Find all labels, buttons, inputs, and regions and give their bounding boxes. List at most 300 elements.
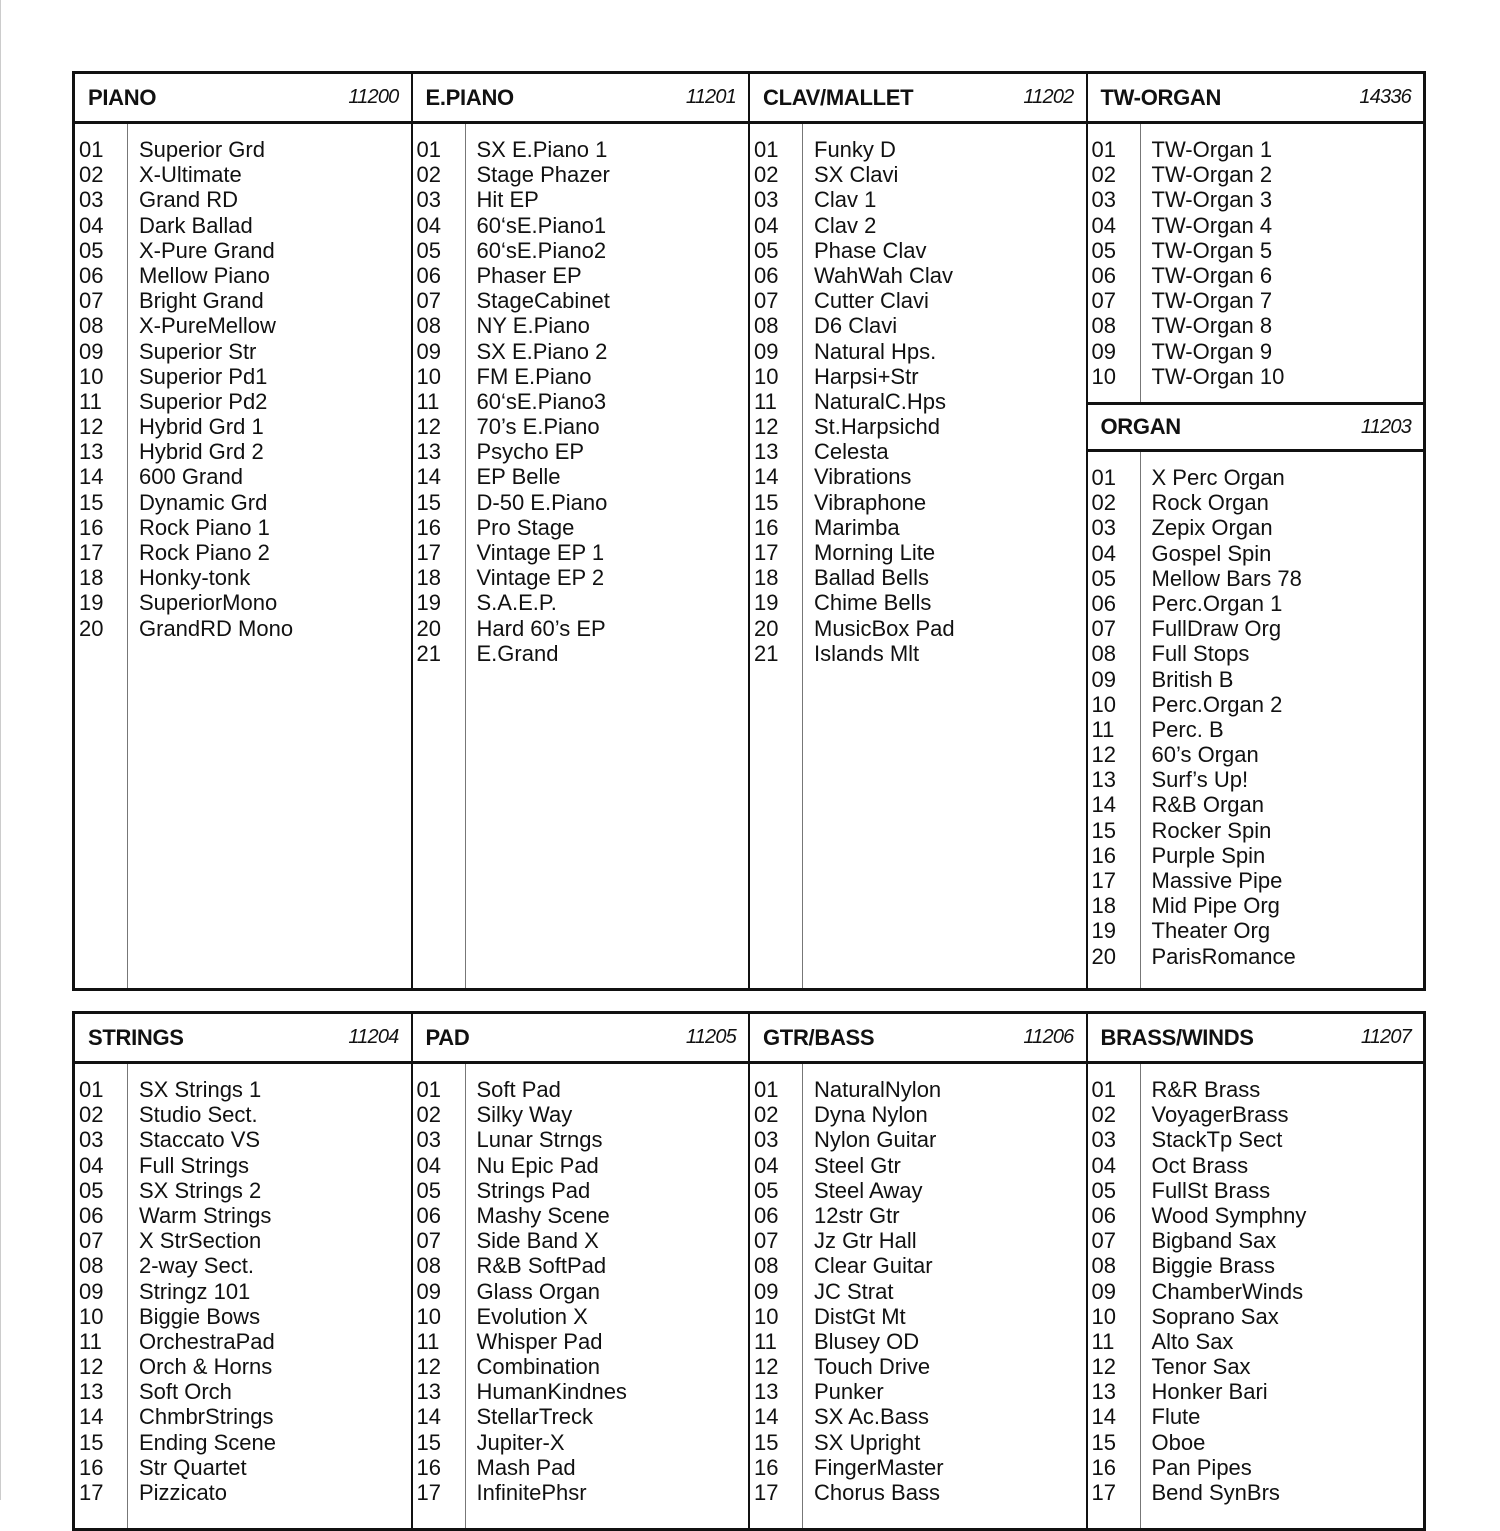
section-title: STRINGS: [88, 1024, 184, 1050]
item-name: R&B Organ: [1151, 792, 1264, 818]
item-number: 05: [1091, 1177, 1116, 1203]
item-number: 16: [754, 1454, 779, 1480]
list-item: [750, 389, 1086, 414]
item-number: 07: [754, 288, 779, 314]
category-column: [411, 1014, 749, 1528]
tone-table-top: [72, 71, 1426, 991]
item-number: 01: [1091, 1077, 1116, 1102]
list-item: [750, 1379, 1086, 1404]
item-name: TW-Organ 6: [1151, 262, 1273, 288]
item-name: Dyna Nylon: [814, 1102, 928, 1128]
list-item: [75, 1127, 411, 1152]
item-name: Punker: [814, 1379, 884, 1405]
list-item: [1088, 1455, 1424, 1480]
list-item: [750, 137, 1086, 162]
item-number: 13: [754, 1379, 779, 1405]
item-name: Flute: [1151, 1404, 1201, 1430]
item-name: Honker Bari: [1151, 1379, 1268, 1405]
item-name: D6 Clavi: [814, 313, 898, 339]
item-number: 14: [79, 1404, 104, 1430]
item-number: 09: [1091, 1278, 1116, 1304]
section-header-organ: [1088, 402, 1424, 452]
section-list-tw-organ: [1088, 124, 1424, 402]
item-name: Biggie Bows: [139, 1303, 261, 1329]
list-item: [413, 515, 749, 540]
list-item: [750, 1102, 1086, 1127]
list-item: [75, 1253, 411, 1278]
item-number: 06: [79, 262, 104, 288]
item-number: 13: [416, 1379, 441, 1405]
item-name: Pan Pipes: [1151, 1454, 1252, 1480]
section-number: 11207: [1360, 1026, 1411, 1048]
section-title: CLAV/MALLET: [763, 84, 914, 110]
item-name: TW-Organ 4: [1151, 212, 1273, 238]
item-name: Mellow Piano: [139, 262, 270, 288]
item-number: 03: [754, 1127, 779, 1153]
item-name: X StrSection: [139, 1228, 262, 1254]
list-item: [413, 1329, 749, 1354]
list-item: [1088, 717, 1424, 742]
item-number: 16: [1091, 842, 1116, 868]
item-number: 02: [754, 162, 779, 188]
item-name: SX Strings 1: [139, 1077, 262, 1102]
list-item: [75, 1279, 411, 1304]
item-name: TW-Organ 9: [1151, 338, 1273, 364]
item-number: 07: [79, 1228, 104, 1254]
category-column: [75, 74, 411, 988]
list-item: [75, 288, 411, 313]
section-number: 11201: [685, 86, 736, 108]
item-name: Superior Pd1: [139, 363, 268, 389]
list-item: [750, 616, 1086, 641]
item-number: 02: [1091, 1102, 1116, 1128]
list-item: [413, 641, 749, 666]
item-number: 19: [1091, 918, 1116, 944]
list-item: [1088, 566, 1424, 591]
item-number: 07: [754, 1228, 779, 1254]
item-number: 18: [754, 565, 779, 591]
list-item: [75, 1379, 411, 1404]
item-number: 01: [754, 1077, 779, 1102]
item-name: NaturalNylon: [814, 1077, 942, 1102]
item-name: FullDraw Org: [1151, 616, 1282, 642]
item-number: 03: [416, 1127, 441, 1153]
section-header-strings: [75, 1014, 411, 1064]
list-item: [750, 1455, 1086, 1480]
list-item: [75, 565, 411, 590]
item-name: Clear Guitar: [814, 1253, 933, 1279]
item-name: R&R Brass: [1151, 1077, 1261, 1102]
item-name: TW-Organ 1: [1151, 137, 1273, 162]
item-name: Phaser EP: [476, 262, 582, 288]
item-name: Stringz 101: [139, 1278, 251, 1304]
item-name: Hard 60’s EP: [476, 615, 606, 641]
list-item: [75, 490, 411, 515]
item-name: Hybrid Grd 1: [139, 414, 264, 440]
item-name: Nu Epic Pad: [476, 1152, 599, 1178]
list-item: [1088, 1102, 1424, 1127]
item-number: 11: [416, 388, 440, 414]
list-item: [413, 464, 749, 489]
item-number: 05: [754, 1177, 779, 1203]
list-item: [1088, 339, 1424, 364]
list-item: [750, 1404, 1086, 1429]
list-item: [413, 1253, 749, 1278]
item-name: Rock Organ: [1151, 490, 1269, 516]
item-number: 14: [416, 464, 441, 490]
item-name: Soprano Sax: [1151, 1303, 1279, 1329]
item-name: Ballad Bells: [814, 565, 929, 591]
list-item: [1088, 742, 1424, 767]
list-item: [1088, 1279, 1424, 1304]
item-number: 16: [754, 514, 779, 540]
item-name: Bright Grand: [139, 288, 264, 314]
item-name: TW-Organ 3: [1151, 187, 1273, 213]
list-item: [413, 1077, 749, 1102]
section-number: 11206: [1023, 1026, 1074, 1048]
list-item: [75, 1430, 411, 1455]
list-item: [413, 1480, 749, 1505]
list-item: [1088, 792, 1424, 817]
item-number: 13: [1091, 1379, 1116, 1405]
item-number: 17: [416, 540, 441, 565]
item-name: VoyagerBrass: [1151, 1102, 1289, 1128]
item-number: 06: [754, 262, 779, 288]
list-item: [75, 1455, 411, 1480]
list-item: [413, 490, 749, 515]
item-number: 02: [79, 162, 104, 188]
item-name: Wood Symphny: [1151, 1202, 1307, 1228]
item-name: S.A.E.P.: [476, 590, 557, 616]
item-number: 11: [754, 1328, 777, 1354]
item-name: Morning Lite: [814, 540, 936, 565]
item-name: Orch & Horns: [139, 1354, 273, 1380]
item-number: 01: [416, 1077, 441, 1102]
item-number: 04: [79, 212, 104, 238]
list-item: [750, 1203, 1086, 1228]
item-name: Rock Piano 2: [139, 540, 270, 565]
section-header-tw-organ: [1088, 74, 1424, 124]
item-name: Celesta: [814, 439, 889, 465]
item-number: 20: [79, 615, 104, 641]
list-item: [75, 238, 411, 263]
section-header-piano: [75, 74, 411, 124]
item-name: Evolution X: [476, 1303, 588, 1329]
item-number: 17: [754, 540, 779, 565]
item-name: Cutter Clavi: [814, 288, 929, 314]
item-number: 11: [754, 388, 777, 414]
list-item: [75, 213, 411, 238]
section-list-gtr-bass: [750, 1064, 1086, 1528]
list-item: [413, 1279, 749, 1304]
list-item: [750, 641, 1086, 666]
list-item: [1088, 767, 1424, 792]
list-item: [413, 1178, 749, 1203]
section-list-organ: [1088, 452, 1424, 988]
item-number: 14: [79, 464, 104, 490]
section-number: 11200: [348, 86, 399, 108]
item-number: 11: [79, 1328, 102, 1354]
item-number: 14: [416, 1404, 441, 1430]
item-number: 02: [416, 1102, 441, 1128]
item-number: 14: [754, 464, 779, 490]
item-name: SX Strings 2: [139, 1177, 262, 1203]
category-column: [748, 74, 1086, 988]
item-number: 05: [1091, 237, 1116, 263]
list-item: [75, 137, 411, 162]
list-item: [1088, 868, 1424, 893]
item-name: Jupiter-X: [476, 1429, 565, 1455]
list-item: [1088, 1178, 1424, 1203]
item-name: E.Grand: [476, 640, 559, 666]
list-item: [750, 364, 1086, 389]
list-item: [413, 1404, 749, 1429]
list-item: [1088, 213, 1424, 238]
item-number: 11: [79, 388, 102, 414]
item-name: SX Clavi: [814, 162, 899, 188]
list-item: [750, 213, 1086, 238]
list-item: [1088, 1430, 1424, 1455]
item-name: TW-Organ 2: [1151, 162, 1273, 188]
item-number: 03: [754, 187, 779, 213]
list-item: [750, 162, 1086, 187]
item-name: EP Belle: [476, 464, 561, 490]
item-number: 03: [416, 187, 441, 213]
section-list-pad: [413, 1064, 749, 1528]
item-number: 08: [1091, 1253, 1116, 1279]
list-item: [1088, 1253, 1424, 1278]
item-number: 15: [1091, 817, 1116, 843]
item-number: 12: [79, 414, 104, 440]
item-name: Nylon Guitar: [814, 1127, 937, 1153]
item-name: Chorus Bass: [814, 1480, 940, 1505]
list-item: [413, 313, 749, 338]
list-item: [1088, 263, 1424, 288]
item-name: Grand RD: [139, 187, 239, 213]
item-number: 16: [416, 1454, 441, 1480]
item-name: MusicBox Pad: [814, 615, 955, 641]
list-item: [75, 515, 411, 540]
item-number: 17: [79, 1480, 104, 1505]
item-name: Hit EP: [476, 187, 539, 213]
item-number: 09: [1091, 666, 1116, 692]
list-item: [1088, 1354, 1424, 1379]
list-item: [1088, 843, 1424, 868]
item-name: Str Quartet: [139, 1454, 247, 1480]
item-number: 17: [416, 1480, 441, 1505]
item-name: TW-Organ 5: [1151, 237, 1273, 263]
item-name: Pizzicato: [139, 1480, 228, 1505]
item-number: 15: [1091, 1429, 1116, 1455]
item-name: 60‘sE.Piano3: [476, 388, 607, 414]
item-name: Whisper Pad: [476, 1328, 603, 1354]
list-item: [1088, 238, 1424, 263]
item-number: 11: [1091, 1328, 1115, 1354]
section-list-piano: [75, 124, 411, 988]
item-number: 01: [79, 137, 104, 162]
item-number: 15: [79, 1429, 104, 1455]
list-item: [1088, 918, 1424, 943]
list-item: [750, 540, 1086, 565]
item-name: FM E.Piano: [476, 363, 592, 389]
item-number: 07: [1091, 616, 1116, 642]
item-name: TW-Organ 8: [1151, 313, 1273, 339]
item-number: 06: [416, 262, 441, 288]
item-name: Mellow Bars 78: [1151, 565, 1302, 591]
section-header-brass-winds: [1088, 1014, 1424, 1064]
item-name: 60’s Organ: [1151, 742, 1259, 768]
item-name: X-Ultimate: [139, 162, 242, 188]
item-name: Islands Mlt: [814, 640, 920, 666]
list-item: [413, 288, 749, 313]
item-name: Full Stops: [1151, 641, 1250, 667]
item-name: Dark Ballad: [139, 212, 253, 238]
list-item: [75, 540, 411, 565]
item-number: 20: [416, 615, 441, 641]
list-item: [1088, 490, 1424, 515]
list-item: [750, 339, 1086, 364]
list-item: [413, 1102, 749, 1127]
item-name: Hybrid Grd 2: [139, 439, 264, 465]
item-name: DistGt Mt: [814, 1303, 906, 1329]
item-name: Psycho EP: [476, 439, 585, 465]
item-name: Tenor Sax: [1151, 1354, 1251, 1380]
list-item: [750, 515, 1086, 540]
list-item: [750, 1480, 1086, 1505]
item-name: Soft Orch: [139, 1379, 232, 1405]
list-item: [413, 439, 749, 464]
item-number: 12: [1091, 742, 1116, 768]
list-item: [750, 414, 1086, 439]
list-item: [750, 439, 1086, 464]
item-name: StageCabinet: [476, 288, 610, 314]
item-number: 16: [79, 1454, 104, 1480]
item-name: Studio Sect.: [139, 1102, 258, 1128]
item-name: Superior Str: [139, 338, 257, 364]
list-item: [750, 1329, 1086, 1354]
page-edge: [0, 0, 1, 1500]
list-item: [75, 464, 411, 489]
item-number: 12: [79, 1354, 104, 1380]
list-item: [75, 313, 411, 338]
item-name: Lunar Strngs: [476, 1127, 603, 1153]
item-name: Mashy Scene: [476, 1202, 610, 1228]
item-number: 10: [1091, 363, 1116, 389]
list-item: [75, 439, 411, 464]
item-name: Side Band X: [476, 1228, 599, 1254]
list-item: [75, 1404, 411, 1429]
item-number: 04: [416, 1152, 441, 1178]
item-name: Perc.Organ 2: [1151, 691, 1283, 717]
item-name: Touch Drive: [814, 1354, 931, 1380]
item-number: 05: [1091, 565, 1116, 591]
list-item: [1088, 465, 1424, 490]
item-number: 12: [416, 1354, 441, 1380]
list-item: [750, 565, 1086, 590]
item-name: Staccato VS: [139, 1127, 261, 1153]
list-item: [1088, 187, 1424, 212]
list-item: [413, 213, 749, 238]
list-item: [1088, 1228, 1424, 1253]
item-name: Glass Organ: [476, 1278, 600, 1304]
list-item: [750, 1304, 1086, 1329]
item-name: Harpsi+Str: [814, 363, 919, 389]
item-number: 15: [754, 489, 779, 515]
item-number: 09: [79, 1278, 104, 1304]
item-number: 15: [754, 1429, 779, 1455]
item-name: ParisRomance: [1151, 943, 1296, 969]
item-number: 18: [79, 565, 104, 591]
item-number: 04: [1091, 540, 1116, 566]
list-item: [750, 1077, 1086, 1102]
item-name: Massive Pipe: [1151, 868, 1283, 893]
item-name: Clav 2: [814, 212, 877, 238]
section-title: ORGAN: [1100, 414, 1181, 439]
list-item: [413, 1228, 749, 1253]
item-name: Perc. B: [1151, 716, 1224, 742]
item-number: 03: [79, 187, 104, 213]
item-number: 08: [79, 313, 104, 339]
item-name: StackTp Sect: [1151, 1127, 1283, 1153]
list-item: [413, 565, 749, 590]
item-name: X-PureMellow: [139, 313, 276, 339]
list-item: [413, 616, 749, 641]
item-name: Vibraphone: [814, 489, 927, 515]
item-name: Soft Pad: [476, 1077, 561, 1102]
section-number: 11202: [1023, 86, 1074, 108]
item-number: 02: [416, 162, 441, 188]
list-item: [75, 1354, 411, 1379]
list-item: [413, 162, 749, 187]
list-item: [1088, 1404, 1424, 1429]
item-name: NY E.Piano: [476, 313, 590, 339]
item-number: 21: [416, 640, 441, 666]
section-number: 11205: [685, 1026, 736, 1048]
list-item: [1088, 1379, 1424, 1404]
item-number: 06: [79, 1202, 104, 1228]
item-number: 17: [754, 1480, 779, 1505]
item-number: 14: [1091, 1404, 1116, 1430]
list-item: [75, 590, 411, 615]
list-item: [75, 339, 411, 364]
list-item: [1088, 162, 1424, 187]
list-item: [1088, 818, 1424, 843]
list-item: [750, 1153, 1086, 1178]
item-number: 16: [1091, 1454, 1116, 1480]
item-number: 04: [1091, 212, 1116, 238]
item-number: 05: [416, 1177, 441, 1203]
item-name: InfinitePhsr: [476, 1480, 587, 1505]
list-item: [413, 187, 749, 212]
section-number: 11204: [348, 1026, 399, 1048]
list-item: [1088, 137, 1424, 162]
item-number: 14: [754, 1404, 779, 1430]
list-item: [750, 187, 1086, 212]
item-name: Warm Strings: [139, 1202, 272, 1228]
item-name: Rocker Spin: [1151, 817, 1272, 843]
section-number: 14336: [1359, 86, 1411, 108]
item-name: Alto Sax: [1151, 1328, 1234, 1354]
list-item: [75, 1153, 411, 1178]
list-item: [75, 1329, 411, 1354]
item-name: Stage Phazer: [476, 162, 610, 188]
list-item: [413, 1455, 749, 1480]
item-number: 08: [754, 1253, 779, 1279]
item-number: 15: [416, 489, 441, 515]
item-number: 02: [754, 1102, 779, 1128]
item-name: ChamberWinds: [1151, 1278, 1304, 1304]
item-number: 20: [754, 615, 779, 641]
